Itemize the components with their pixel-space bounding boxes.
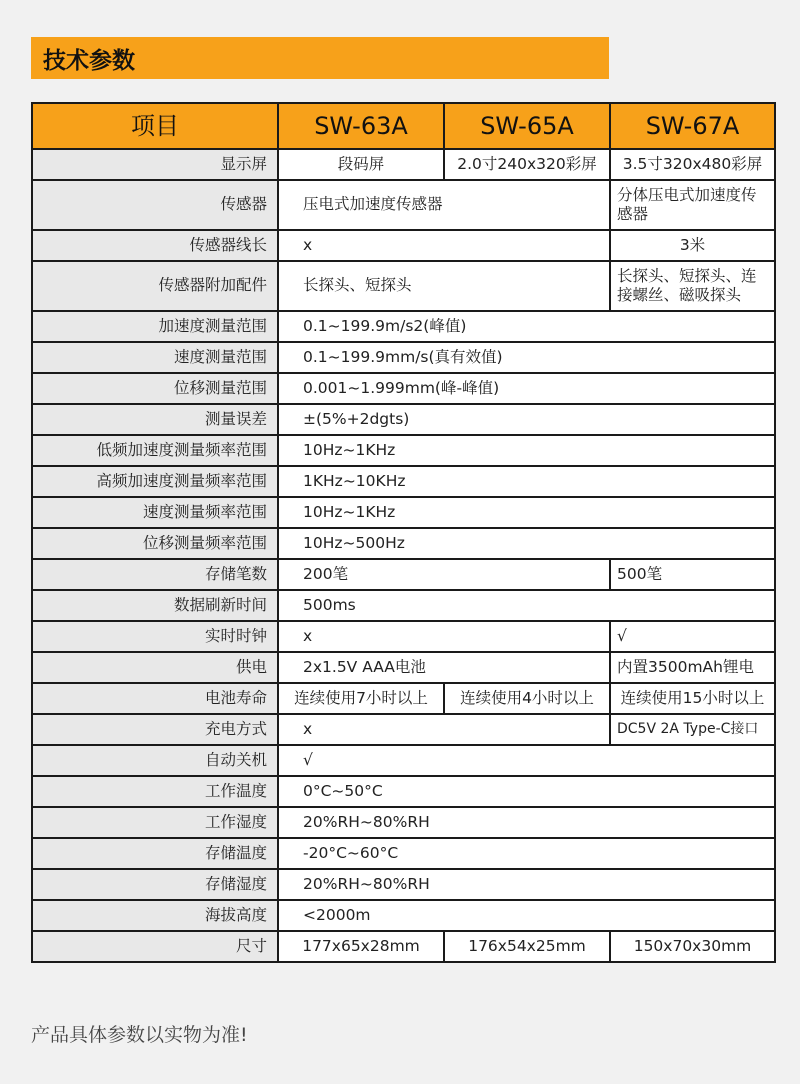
header-model-sw63a: SW-63A — [278, 103, 444, 149]
cell-value: 500ms — [278, 590, 775, 621]
table-row — [32, 373, 775, 404]
table-row — [32, 590, 775, 621]
cell-sw65a: 176x54x25mm — [444, 931, 610, 962]
cell-value: 20%RH~80%RH — [278, 869, 775, 900]
cell-value: ±(5%+2dgts) — [278, 404, 775, 435]
row-label: 海拔高度 — [32, 900, 278, 931]
row-label: 工作湿度 — [32, 807, 278, 838]
row-label: 工作温度 — [32, 776, 278, 807]
cell-sw67a: 分体压电式加速度传感器 — [610, 180, 775, 230]
table-row — [32, 869, 775, 900]
cell-value: <2000m — [278, 900, 775, 931]
cell-sw67a: 3.5寸320x480彩屏 — [610, 149, 775, 180]
cell-value: 0.1~199.9mm/s(真有效值) — [278, 342, 775, 373]
row-label: 测量误差 — [32, 404, 278, 435]
cell-value: √ — [278, 745, 775, 776]
table-row — [32, 776, 775, 807]
row-label: 数据刷新时间 — [32, 590, 278, 621]
table-header-row — [32, 103, 775, 149]
row-label: 存储温度 — [32, 838, 278, 869]
cell-value: 20%RH~80%RH — [278, 807, 775, 838]
section-title: 技术参数 — [43, 47, 135, 74]
row-label: 实时时钟 — [32, 621, 278, 652]
cell-sw67a: 长探头、短探头、连接螺丝、磁吸探头 — [610, 261, 775, 311]
table-row — [32, 559, 775, 590]
table-row — [32, 528, 775, 559]
cell-common: x — [278, 230, 610, 261]
table-row — [32, 900, 775, 931]
table-row — [32, 807, 775, 838]
table-row — [32, 230, 775, 261]
row-label: 速度测量范围 — [32, 342, 278, 373]
section-title-bar — [31, 37, 609, 79]
row-label: 自动关机 — [32, 745, 278, 776]
cell-sw67a: 连续使用15小时以上 — [610, 683, 775, 714]
cell-value: 0.001~1.999mm(峰-峰值) — [278, 373, 775, 404]
table-row — [32, 714, 775, 745]
cell-sw67a: √ — [610, 621, 775, 652]
row-label: 电池寿命 — [32, 683, 278, 714]
row-label: 传感器线长 — [32, 230, 278, 261]
row-label: 位移测量频率范围 — [32, 528, 278, 559]
table-row — [32, 311, 775, 342]
cell-sw63a: 段码屏 — [278, 149, 444, 180]
cell-common: 压电式加速度传感器 — [278, 180, 610, 230]
footnote: 产品具体参数以实物为准! — [31, 1024, 248, 1046]
table-row — [32, 149, 775, 180]
row-label: 传感器附加配件 — [32, 261, 278, 311]
cell-sw67a: 500笔 — [610, 559, 775, 590]
cell-value: 1KHz~10KHz — [278, 466, 775, 497]
header-model-sw67a: SW-67A — [610, 103, 775, 149]
cell-sw65a: 连续使用4小时以上 — [444, 683, 610, 714]
spec-table — [31, 102, 776, 963]
table-row — [32, 652, 775, 683]
table-row — [32, 931, 775, 962]
row-label: 存储笔数 — [32, 559, 278, 590]
cell-common: 2x1.5V AAA电池 — [278, 652, 610, 683]
table-row — [32, 435, 775, 466]
row-label: 尺寸 — [32, 931, 278, 962]
cell-sw63a: 177x65x28mm — [278, 931, 444, 962]
table-row — [32, 745, 775, 776]
cell-value: 10Hz~1KHz — [278, 435, 775, 466]
row-label: 供电 — [32, 652, 278, 683]
row-label: 加速度测量范围 — [32, 311, 278, 342]
cell-value: -20°C~60°C — [278, 838, 775, 869]
cell-value: 10Hz~1KHz — [278, 497, 775, 528]
table-row — [32, 261, 775, 311]
row-label: 低频加速度测量频率范围 — [32, 435, 278, 466]
cell-value: 0°C~50°C — [278, 776, 775, 807]
row-label: 传感器 — [32, 180, 278, 230]
table-row — [32, 683, 775, 714]
table-row — [32, 404, 775, 435]
cell-value: 0.1~199.9m/s2(峰值) — [278, 311, 775, 342]
cell-sw63a: 连续使用7小时以上 — [278, 683, 444, 714]
table-row — [32, 497, 775, 528]
cell-value: 10Hz~500Hz — [278, 528, 775, 559]
header-item: 项目 — [32, 103, 278, 149]
table-row — [32, 466, 775, 497]
cell-sw67a: 内置3500mAh锂电 — [610, 652, 775, 683]
row-label: 位移测量范围 — [32, 373, 278, 404]
row-label: 充电方式 — [32, 714, 278, 745]
row-label: 速度测量频率范围 — [32, 497, 278, 528]
row-label: 存储湿度 — [32, 869, 278, 900]
header-model-sw65a: SW-65A — [444, 103, 610, 149]
cell-sw65a: 2.0寸240x320彩屏 — [444, 149, 610, 180]
table-row — [32, 342, 775, 373]
cell-sw67a: 3米 — [610, 230, 775, 261]
cell-common: 200笔 — [278, 559, 610, 590]
row-label: 显示屏 — [32, 149, 278, 180]
row-label: 高频加速度测量频率范围 — [32, 466, 278, 497]
cell-common: x — [278, 714, 610, 745]
cell-common: 长探头、短探头 — [278, 261, 610, 311]
cell-common: x — [278, 621, 610, 652]
table-row — [32, 838, 775, 869]
table-row — [32, 621, 775, 652]
table-row — [32, 180, 775, 230]
cell-sw67a: 150x70x30mm — [610, 931, 775, 962]
cell-sw67a: DC5V 2A Type-C接口 — [610, 714, 775, 745]
